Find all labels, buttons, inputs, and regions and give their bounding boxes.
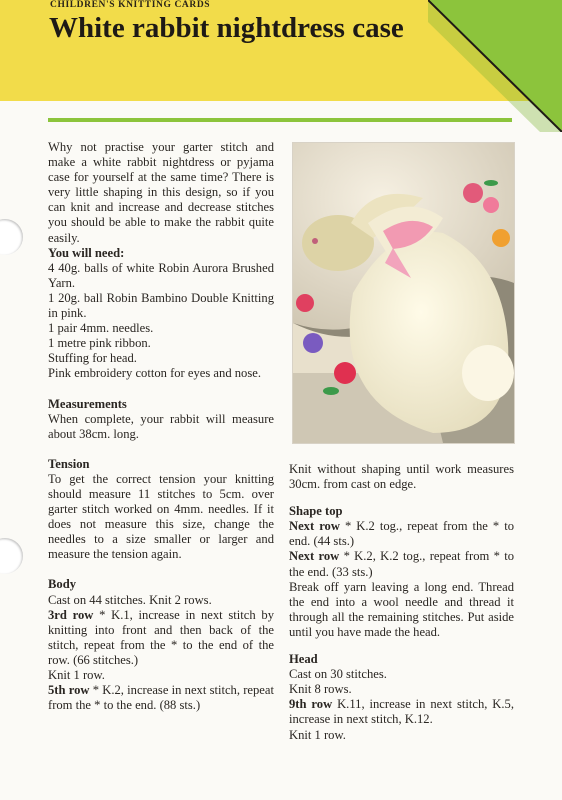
intro-paragraph: Why not practise your garter stitch and make a white rabbit nightdress or pyjama case for yourself at the same time? There is very little shaping in this design, so if you can knit and increase and decrease stitches you should be able to make the rabbit quite easily. bbox=[48, 140, 274, 245]
row-label: 9th row bbox=[289, 697, 333, 712]
tension-heading: Tension bbox=[48, 456, 90, 471]
material-item: 1 20g. ball Robin Bambino Double Knitting in pink. bbox=[48, 290, 274, 321]
body-cast-on: Cast on 44 stitches. Knit 2 rows. bbox=[48, 592, 212, 607]
corner-triangle-graphic bbox=[428, 0, 562, 132]
rabbit-illustration bbox=[293, 143, 514, 443]
head-cast-on: Cast on 30 stitches. bbox=[289, 667, 387, 682]
section-rule bbox=[48, 118, 512, 122]
material-item: 1 pair 4mm. needles. bbox=[48, 321, 154, 336]
measurements-heading: Measurements bbox=[48, 396, 127, 411]
head-knit-row: Knit 1 row. bbox=[289, 727, 346, 742]
material-item: Pink embroidery cotton for eyes and nose. bbox=[48, 366, 261, 381]
shape-top-finish: Break off yarn leaving a long end. Thread the end into a wool needle and thread it through all the remaining stitches. Put aside until you have made the head. bbox=[289, 579, 514, 639]
material-item: Stuffing for head. bbox=[48, 351, 137, 366]
material-item: 4 40g. balls of white Robin Aurora Brushed Yarn. bbox=[48, 260, 274, 290]
right-column bbox=[289, 462, 514, 743]
body-heading: Body bbox=[48, 577, 76, 592]
row-label: Next row bbox=[289, 519, 340, 534]
binder-hole-bottom bbox=[0, 538, 23, 574]
row-instruction: * K.2, K.2 tog., repeat from * to the end. (33 sts.) bbox=[289, 549, 515, 579]
measurements-text: When complete, your rabbit will measure about 38cm. long. bbox=[48, 411, 274, 441]
row-label: 5th row bbox=[48, 683, 90, 698]
body-row-5 bbox=[48, 683, 274, 713]
shape-top-row-1 bbox=[289, 519, 514, 549]
rabbit-photo bbox=[292, 142, 515, 444]
row-instruction: * K.1, increase in next stitch by knitting into front and then back of the stitch, repeat from the * to the end of the row. (66 stitches.) bbox=[48, 607, 274, 667]
tension-text: To get the correct tension your knitting should measure 11 stitches to 5cm. over garter stitch worked on 4mm. needles. If it does not measure this size, change the needles to a size smaller or larger and measure the tension again. bbox=[48, 471, 274, 562]
row-instruction: * K.2, increase in next stitch, repeat from the * to the end. (88 sts.) bbox=[48, 683, 274, 713]
row-instruction: * K.2 tog., repeat from the * to end. (44 sts.) bbox=[289, 519, 515, 549]
row-label: 3rd row bbox=[48, 607, 94, 622]
head-heading: Head bbox=[289, 652, 318, 667]
head-knit-rows: Knit 8 rows. bbox=[289, 682, 352, 697]
page-title: White rabbit nightdress case bbox=[49, 12, 404, 44]
series-label: CHILDREN'S KNITTING CARDS bbox=[50, 0, 211, 10]
shape-top-heading: Shape top bbox=[289, 504, 343, 519]
shape-top-row-2 bbox=[289, 549, 514, 579]
binder-hole-top bbox=[0, 219, 23, 255]
body-row-3 bbox=[48, 608, 274, 668]
row-instruction: K.11, increase in next stitch, K.5, increase in next stitch, K.12. bbox=[289, 697, 514, 727]
materials-heading: You will need: bbox=[48, 245, 125, 260]
left-column bbox=[48, 140, 274, 713]
body-continue: Knit without shaping until work measures 30cm. from cast on edge. bbox=[289, 462, 514, 492]
head-row-9 bbox=[289, 697, 514, 727]
material-item: 1 metre pink ribbon. bbox=[48, 336, 151, 351]
body-knit-row: Knit 1 row. bbox=[48, 668, 105, 682]
row-label: Next row bbox=[289, 549, 340, 564]
